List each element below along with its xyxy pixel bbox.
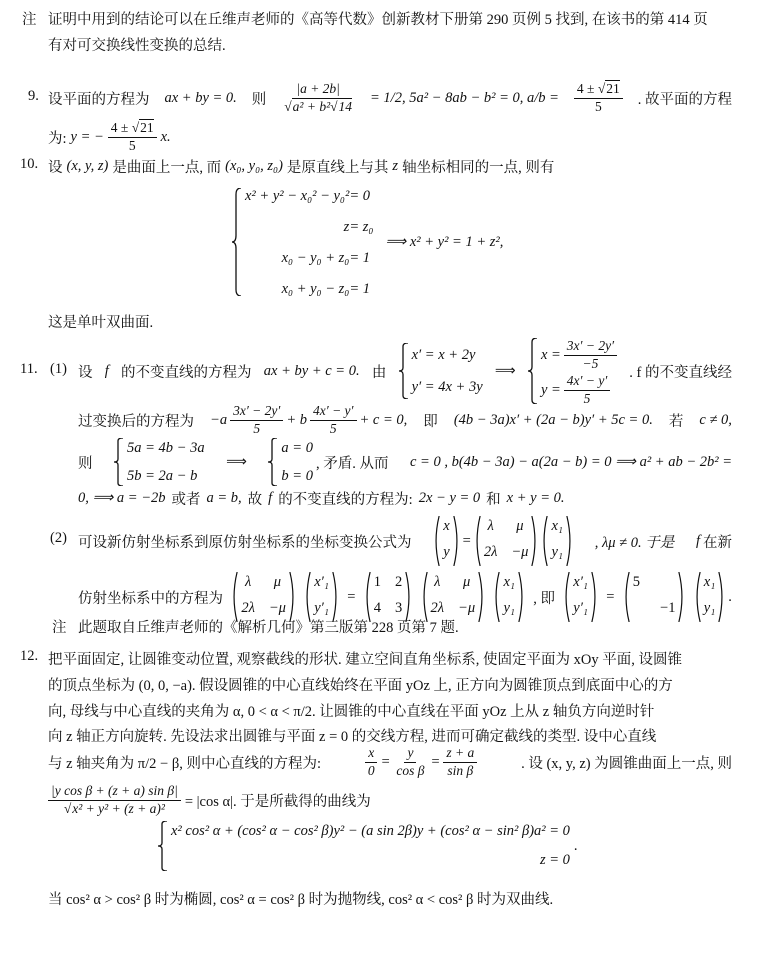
cell: y (443, 544, 450, 560)
cell: −1 (660, 600, 676, 616)
cell: 5 (632, 574, 641, 590)
numerator: z + a (443, 745, 477, 763)
q10-result: ⟹ x² + y² = 1 + z², (385, 233, 504, 250)
denominator (281, 99, 355, 116)
left-paren-icon (694, 572, 701, 622)
vector (694, 572, 725, 622)
denominator: cos β (396, 762, 425, 778)
numerator (108, 120, 157, 138)
note-line-1: 证明中用到的结论可以在丘维声老师的《高等代数》创新教材下册第 290 页例 5 找到, 在该书的第 414 页 (48, 11, 708, 28)
matrix-cells (701, 572, 718, 622)
part-label-2: (2) (50, 530, 67, 546)
q9-line-2 (48, 115, 171, 159)
right-paren-icon (678, 572, 685, 622)
denominator: 5 (253, 420, 261, 436)
q11-math: , λμ ≠ 0. 于是 (594, 534, 675, 551)
q11-text: 则 (78, 455, 93, 472)
right-paren-icon (591, 572, 598, 622)
cell (633, 600, 640, 620)
fraction (48, 783, 181, 818)
left-paren-icon (623, 572, 630, 622)
q11-math: c = 0 , b(4b − 3a) − a(2a − b) = 0 ⟹ a² + ab − 2b² = (409, 453, 732, 470)
note-2-text: 此题取自丘维声老师的《解析几何》第三版第 228 页第 7 题. (78, 619, 459, 636)
row: z = 0 (539, 852, 570, 868)
fraction (230, 403, 283, 438)
sqrt-sign: √ (330, 98, 338, 114)
q11-math: f (695, 532, 700, 549)
q9-math: x. (160, 128, 171, 145)
q12-conclusion: 当 cos² α > cos² β 时为椭圆, cos² α = cos² β 时为抛物线, cos² α < cos² β 时为双曲线. (48, 891, 554, 908)
system-rows (242, 188, 373, 296)
cell: y₁ (551, 544, 563, 560)
cell: y′₁ (573, 600, 588, 616)
numerator: |y cos β + (z + a) sin β| (48, 783, 181, 801)
matrix-cells (440, 516, 452, 566)
item-number-9: 9. (28, 88, 39, 104)
left-paren-icon (541, 516, 548, 566)
q11-line-4 (78, 486, 565, 510)
q12-line-2: 的顶点坐标为 (0, 0, −a). 假设圆锥的中心直线始终在平面 yOz 上, 正方向为圆锥顶点到底面中心的方 (48, 677, 673, 694)
cell: λ (434, 574, 441, 590)
denominator (61, 801, 168, 818)
row-lhs: x = (540, 346, 561, 363)
row: a = 0 (281, 439, 313, 456)
q11-text: , 即 (533, 590, 555, 607)
math-text: + b (286, 411, 307, 428)
cell: 1 (373, 574, 381, 590)
matrix (623, 572, 686, 622)
q10-text: 是原直线上与其 (286, 159, 389, 176)
denominator: 5 (594, 98, 602, 114)
radicand: 21 (606, 80, 620, 96)
q11-math: (4b − 3a)x′ + (2a − b)y′ + 5c = 0. (453, 411, 653, 428)
q9-fraction (281, 81, 355, 116)
q11-math: a = b, (206, 489, 242, 506)
part-label-1: (1) (50, 361, 67, 377)
math-text: −a (210, 411, 228, 428)
cell: y₁ (703, 600, 716, 616)
q9-text: 则 (251, 91, 267, 108)
q9-text: . 故平面的方程 (637, 91, 732, 108)
numerator: 3x′ − 2y′ (564, 338, 617, 356)
cell (660, 574, 675, 594)
denominator: sin β (447, 762, 474, 778)
row: x′ = x + 2y (411, 346, 476, 363)
matrix-cells (548, 516, 565, 566)
vector (563, 572, 598, 622)
q10-math: (x₀, y₀, z₀) (225, 157, 283, 174)
q10-line-1 (48, 154, 554, 178)
row-lhs: x₀ − y₀ + z₀ (281, 250, 350, 266)
q10-text: 轴坐标相同的一点, 则有 (402, 159, 555, 176)
sqrt-sign: √ (63, 800, 72, 816)
equals-sign: = (606, 588, 615, 605)
denominator: 5 (128, 137, 136, 153)
numerator-text: 4 ± √ (110, 119, 140, 135)
q11-text: , 矛盾. 从而 (315, 455, 389, 472)
q9-text: 为: (48, 130, 67, 147)
matrix-cells (630, 572, 679, 622)
matrix-cells (500, 572, 517, 622)
note-label: 注 (22, 12, 37, 28)
q12-line-4: 向 z 轴正方向旋转. 先设法求出圆锥与平面 z = 0 的交线方程, 进而可确定截线的类型. 设中心直线 (48, 728, 657, 745)
system-rows (168, 821, 570, 871)
numerator: 4x′ − y′ (310, 403, 357, 421)
right-paren-icon (453, 516, 460, 566)
cell: −μ (511, 544, 529, 560)
q11-math: x + y = 0. (506, 489, 565, 506)
cell: μ (462, 574, 471, 590)
q11-text: 过变换后的方程为 (78, 413, 194, 430)
radicand: x² + y² + (z + a)² (72, 800, 165, 816)
numerator: x (365, 745, 377, 763)
left-brace-icon (268, 438, 278, 486)
q11-text: 和 (486, 491, 501, 508)
q10-math: (x, y, z) (66, 157, 109, 174)
cell: x′₁ (314, 574, 329, 590)
row: y′ = 4x + 3y (411, 378, 483, 395)
left-brace-icon (528, 338, 538, 404)
denominator: −5 (582, 355, 599, 371)
q11-text: 的不变直线的方程为: (278, 491, 413, 508)
denominator: 5 (329, 420, 337, 436)
q11-math (210, 403, 407, 438)
row (541, 338, 617, 373)
left-paren-icon (563, 572, 570, 622)
cell: −μ (268, 600, 286, 616)
numerator: |a + 2b| (293, 81, 343, 99)
matrix (474, 516, 539, 566)
implies-arrow: ⟹ (494, 362, 516, 379)
cell: y′₁ (314, 600, 329, 616)
cell: 2λ (241, 600, 255, 616)
q9-fraction (108, 120, 157, 155)
implies-arrow: ⟹ (226, 453, 247, 470)
q12-text: . 设 (x, y, z) 为圆锥曲面上一点, 则 (521, 755, 732, 772)
q11-text: . f 的不变直线经 (629, 364, 732, 381)
cell: x (443, 518, 450, 534)
equation-system (232, 188, 373, 296)
equation-system (528, 338, 617, 404)
equals-sign: = (347, 588, 356, 605)
q11-text: 设 (78, 364, 93, 381)
fraction (365, 745, 378, 780)
system-group (268, 438, 388, 486)
row-lhs: y = (540, 381, 561, 398)
equals-sign: = (462, 532, 471, 549)
q12-line-6 (48, 778, 371, 822)
left-paren-icon (474, 516, 481, 566)
q11-math: f (268, 489, 273, 506)
q12-line-5 (48, 742, 732, 782)
line-equation (365, 745, 477, 780)
q12-text: 与 z 轴夹角为 π/2 − β, 则中心直线的方程为: (48, 755, 321, 772)
row-rhs: = z₀ (349, 219, 374, 235)
row-rhs: = 0 (349, 188, 370, 204)
q11-line-3 (78, 437, 732, 487)
row-rhs: = 1 (349, 250, 370, 266)
numerator: 3x′ − 2y′ (230, 403, 283, 421)
note-label: 注 (52, 620, 67, 636)
fraction (564, 338, 617, 373)
row: b = 0 (281, 467, 313, 484)
row-lhs: x₀ + y₀ − z₀ (281, 281, 350, 297)
left-brace-icon (399, 343, 409, 399)
q11-text: 或者 (171, 491, 201, 508)
equals-sign: = (380, 753, 391, 770)
cell: 3 (394, 600, 403, 616)
numerator: y (404, 745, 416, 763)
item-number-10: 10. (20, 156, 39, 172)
q11-text: 在新 (702, 534, 732, 551)
cell: x′₁ (573, 574, 588, 590)
cell: λ (487, 518, 494, 534)
q12-system (158, 820, 578, 872)
q11-math: c ≠ 0, (699, 411, 732, 428)
left-paren-icon (493, 572, 500, 622)
q12-text: = |cos α|. 于是所截得的曲线为 (184, 793, 371, 810)
q11-line-1 (78, 337, 732, 405)
q11-line-2 (78, 400, 732, 440)
system-rows (538, 338, 617, 404)
q11-text-group (696, 531, 732, 552)
q9-math: y = − (70, 128, 104, 145)
q11-text: 即 (423, 413, 438, 430)
vector (433, 516, 459, 566)
denominator: 5 (583, 390, 591, 406)
radicand: 14 (338, 98, 353, 114)
right-paren-icon (718, 572, 725, 622)
radicand: a² + b² (292, 98, 331, 114)
q9-text: 设平面的方程为 (48, 91, 150, 108)
period: . (573, 837, 578, 854)
cell: μ (516, 518, 524, 534)
cell: λ (244, 574, 252, 590)
radicand: 21 (140, 119, 154, 135)
numerator-text: 4 ± √ (576, 80, 606, 96)
left-brace-icon (114, 438, 124, 486)
left-brace-icon (232, 188, 242, 296)
numerator: 4x′ − y′ (564, 373, 611, 391)
q11-math: ax + by + c = 0. (263, 362, 360, 379)
equation-system (399, 343, 483, 399)
matrix-cells (481, 516, 532, 566)
row-rhs: = 1 (349, 281, 370, 297)
row: 5a = 4b − 3a (127, 439, 205, 456)
equation-system (268, 438, 313, 486)
system-rows (124, 438, 205, 486)
q9-fraction (574, 81, 623, 116)
cell: μ (273, 574, 282, 590)
note-line-2: 有对可交换线性变换的总结. (48, 37, 226, 54)
q11-text: 若 (668, 413, 684, 430)
q11-text: 的不变直线的方程为 (121, 364, 252, 381)
q10-text: 设 (48, 159, 63, 176)
cell: 2λ (430, 600, 445, 616)
q11-text: 仿射坐标系中的方程为 (78, 590, 223, 607)
right-paren-icon (478, 572, 485, 622)
q11-text: 可设新仿射坐标系到原仿射坐标系的坐标变换公式为 (78, 534, 412, 551)
q9-math: = 1/2, 5a² − 8ab − b² = 0, a/b = (370, 89, 559, 106)
vector (541, 516, 572, 566)
equation-system (158, 821, 570, 871)
matrix-equation (433, 516, 573, 566)
row: 5b = 2a − b (127, 467, 198, 484)
item-number-11: 11. (20, 361, 38, 377)
q11-text: 由 (371, 364, 387, 381)
cell: 2λ (483, 544, 498, 560)
item-number-12: 12. (20, 648, 39, 664)
row: x² cos² α + (cos² α − cos² β)y² − (a sin 2β)y + (cos² α − sin² β)a² = 0 (171, 823, 570, 839)
system-rows (278, 438, 313, 486)
math-text: + c = 0, (359, 411, 408, 428)
fraction (393, 745, 427, 780)
vector (493, 572, 524, 622)
cell: y₁ (503, 600, 515, 616)
q11-math: 0, ⟹ a = −2b (78, 489, 166, 506)
q9-math: ax + by = 0. (164, 89, 237, 106)
row-lhs: x² + y² − x₀² − y₀² (245, 188, 350, 204)
matrix-cells (570, 572, 591, 622)
cell: x₁ (551, 518, 563, 534)
q11-part2-line-1 (78, 513, 732, 569)
cell: 4 (373, 600, 381, 616)
numerator (574, 81, 623, 99)
cell: −μ (458, 600, 476, 616)
equals-sign: = (430, 753, 441, 770)
period: . (728, 588, 732, 605)
q10-system (232, 186, 503, 298)
fraction (310, 403, 357, 438)
q12-line-3: 向, 母线与中心直线的夹角为 α, 0 < α < π/2. 让圆锥的中心直线在平面 yOz 上从 z 轴负方向逆时针 (48, 703, 655, 720)
q11-text: 故 (247, 491, 263, 508)
row-lhs: z (343, 219, 350, 235)
q10-math: z (392, 157, 399, 174)
q10-text: 是曲面上一点, 而 (112, 159, 222, 176)
denominator: 0 (367, 762, 375, 778)
fraction (443, 745, 477, 780)
equation-system (114, 438, 205, 486)
vector-group (694, 572, 732, 622)
q10-conclusion: 这是单叶双曲面. (48, 314, 154, 331)
cell: x₁ (503, 574, 515, 590)
right-paren-icon (518, 572, 525, 622)
sqrt-sign: √ (284, 98, 292, 114)
right-paren-icon (566, 516, 573, 566)
q11-math: f (104, 362, 109, 379)
cell: 2 (394, 574, 403, 590)
left-brace-icon (158, 821, 168, 871)
left-paren-icon (433, 516, 440, 566)
right-paren-icon (531, 516, 538, 566)
q11-math: 2x − y = 0 (418, 489, 481, 506)
q12-line-1: 把平面固定, 让圆锥变动位置, 观察截线的形状. 建立空间直角坐标系, 使固定平面为 xOy 平面, 设圆锥 (48, 651, 682, 668)
cell: x₁ (703, 574, 716, 590)
system-rows (409, 343, 483, 399)
